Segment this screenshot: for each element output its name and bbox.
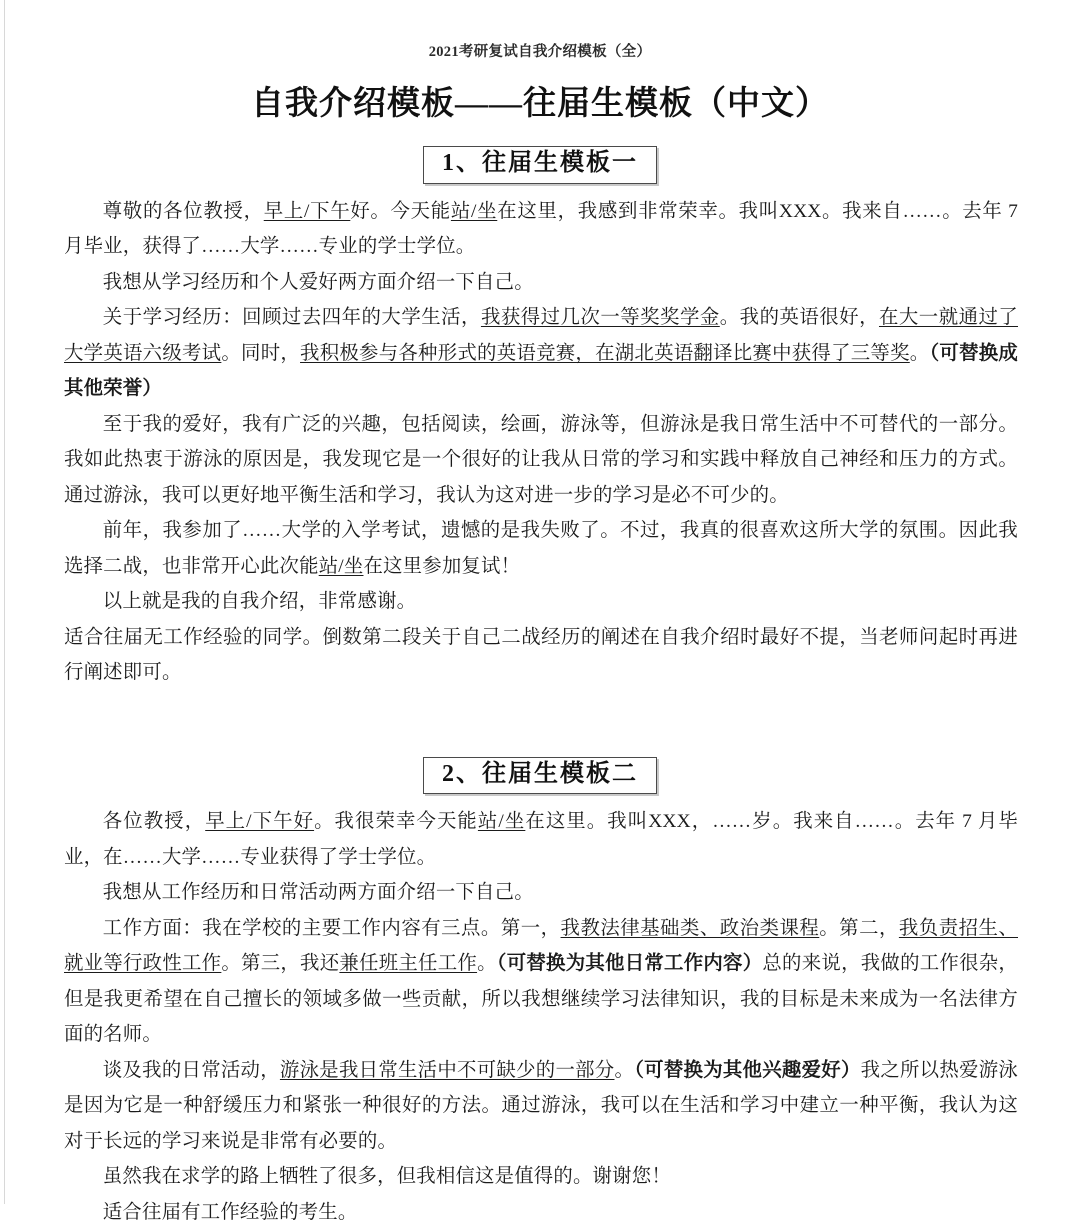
- text-run: 关于学习经历：回顾过去四年的大学生活，: [102, 307, 481, 329]
- text-run: 我想从学习经历和个人爱好两方面介绍一下自己。: [102, 271, 534, 293]
- page-title: 自我介绍模板——往届生模板（中文）: [251, 86, 829, 122]
- paragraph: [64, 1053, 1018, 1160]
- section-body: [0, 194, 1080, 691]
- bold-note-text: （可替换成其他荣誉）: [64, 342, 1019, 400]
- section-heading: 1、往届生模板一: [423, 146, 657, 184]
- text-run: 各位教授，: [102, 811, 206, 833]
- text-run: 适合往届有工作经验的考生。: [102, 1201, 358, 1223]
- paragraph: [64, 620, 1018, 691]
- page-edge-artifact: [4, 0, 5, 1204]
- paragraph: [64, 407, 1018, 514]
- paragraph: [64, 875, 1018, 911]
- paragraph: [64, 300, 1018, 407]
- underlined-text: 我负责招生、就业等行政性工作: [64, 917, 1018, 975]
- document-body: [0, 146, 1080, 1230]
- paragraph: [64, 513, 1018, 584]
- text-run: 尊敬的各位教授，: [102, 200, 264, 222]
- underlined-text: 我教法律基础类、政治类课程: [560, 917, 820, 939]
- text-run: 以上就是我的自我介绍，非常感谢。: [102, 591, 417, 613]
- underlined-text: 早上/下午: [263, 200, 351, 222]
- bold-note-text: （可替换为其他日常工作内容）: [496, 953, 763, 975]
- underlined-text: 我积极参与各种形式的英语竞赛，在湖北英语翻译比赛中获得了三等奖: [300, 342, 910, 364]
- text-run: 好。今天能: [350, 200, 451, 222]
- underlined-text: 游泳是我日常生活中不可缺少的一部分: [279, 1059, 615, 1081]
- text-run: 在这里。我叫XXX，……岁。我来自……。去年 7 月毕业，在……大学……专业获得了学士学位。: [64, 811, 1018, 868]
- text-run: 。第二，: [819, 917, 899, 939]
- text-run: 工作方面：我在学校的主要工作内容有三点。第一，: [102, 917, 561, 939]
- section-heading-wrapper: [0, 146, 1080, 184]
- paragraph: [64, 194, 1018, 265]
- text-run: 虽然我在求学的路上牺牲了很多，但我相信这是值得的。谢谢您！: [102, 1166, 671, 1188]
- paragraph: [64, 911, 1018, 1053]
- text-run: 。我的英语很好，: [719, 307, 879, 329]
- text-run: 。: [477, 953, 497, 975]
- text-run: 。: [614, 1059, 635, 1081]
- text-run: 在这里参加复试！: [363, 555, 521, 577]
- underlined-text: 早上/下午好: [205, 811, 315, 833]
- text-run: 适合往届无工作经验的同学。倒数第二段关于自己二战经历的阐述在自我介绍时最好不提，当老师问起时再进行阐述即可。: [64, 626, 1018, 684]
- text-run: 。: [909, 342, 930, 364]
- bold-note-text: （可替换为其他兴趣爱好）: [634, 1059, 861, 1081]
- text-run: 谈及我的日常活动，: [102, 1059, 280, 1081]
- section-body: [0, 804, 1080, 1230]
- paragraph: [64, 265, 1018, 301]
- text-run: 我想从工作经历和日常活动两方面介绍一下自己。: [102, 882, 534, 904]
- running-head: 2021考研复试自我介绍模板（全）: [428, 44, 652, 60]
- underlined-text: 兼任班主任工作: [339, 953, 478, 975]
- underlined-text: 站/坐: [318, 555, 364, 577]
- section-heading-wrapper: [0, 757, 1080, 795]
- text-run: 我之所以热爱游泳是因为它是一种舒缓压力和紧张一种很好的方法。通过游泳，我可以在生活和学习中建立一种平衡，我认为这对于长远的学习来说是非常有必要的。: [64, 1059, 1018, 1152]
- paragraph: [64, 584, 1018, 620]
- section-gap: [0, 691, 1080, 735]
- paragraph: [64, 804, 1018, 875]
- underlined-text: 站/坐: [477, 811, 526, 833]
- underlined-text: 在大一就通过了大学英语六级考试: [64, 307, 1018, 364]
- underlined-text: 我获得过几次一等奖奖学金: [480, 307, 720, 329]
- text-run: 在这里，我感到非常荣幸。我叫XXX。我来自……。去年 7 月毕业，获得了……大学……专业的学士学位。: [64, 200, 1019, 258]
- underlined-text: 站/坐: [450, 200, 498, 222]
- text-run: 前年，我参加了……大学的入学考试，遗憾的是我失败了。不过，我真的很喜欢这所大学的氛围。因此我选择二战，也非常开心此次能: [64, 520, 1018, 577]
- paragraph: [64, 1195, 1018, 1230]
- text-run: 。同时，: [221, 342, 301, 364]
- text-run: 。第三，我还: [221, 953, 340, 975]
- section-heading: 2、往届生模板二: [423, 757, 657, 795]
- text-run: 总的来说，我做的工作很杂，但是我更希望在自己擅长的领域多做一些贡献，所以我想继续学习法律知识，我的目标是未来成为一名法律方面的名师。: [64, 953, 1018, 1046]
- paragraph: [64, 1159, 1018, 1195]
- text-run: 至于我的爱好，我有广泛的兴趣，包括阅读，绘画，游泳等，但游泳是我日常生活中不可替代的一部分。我如此热衷于游泳的原因是，我发现它是一个很好的让我从日常的学习和实践中释放自己神经和压力的方式。通过游泳，我可以更好地平衡生活和学习，我认为这对进一步的学习是必不可少的。: [64, 413, 1018, 506]
- text-run: 。我很荣幸今天能: [314, 811, 478, 833]
